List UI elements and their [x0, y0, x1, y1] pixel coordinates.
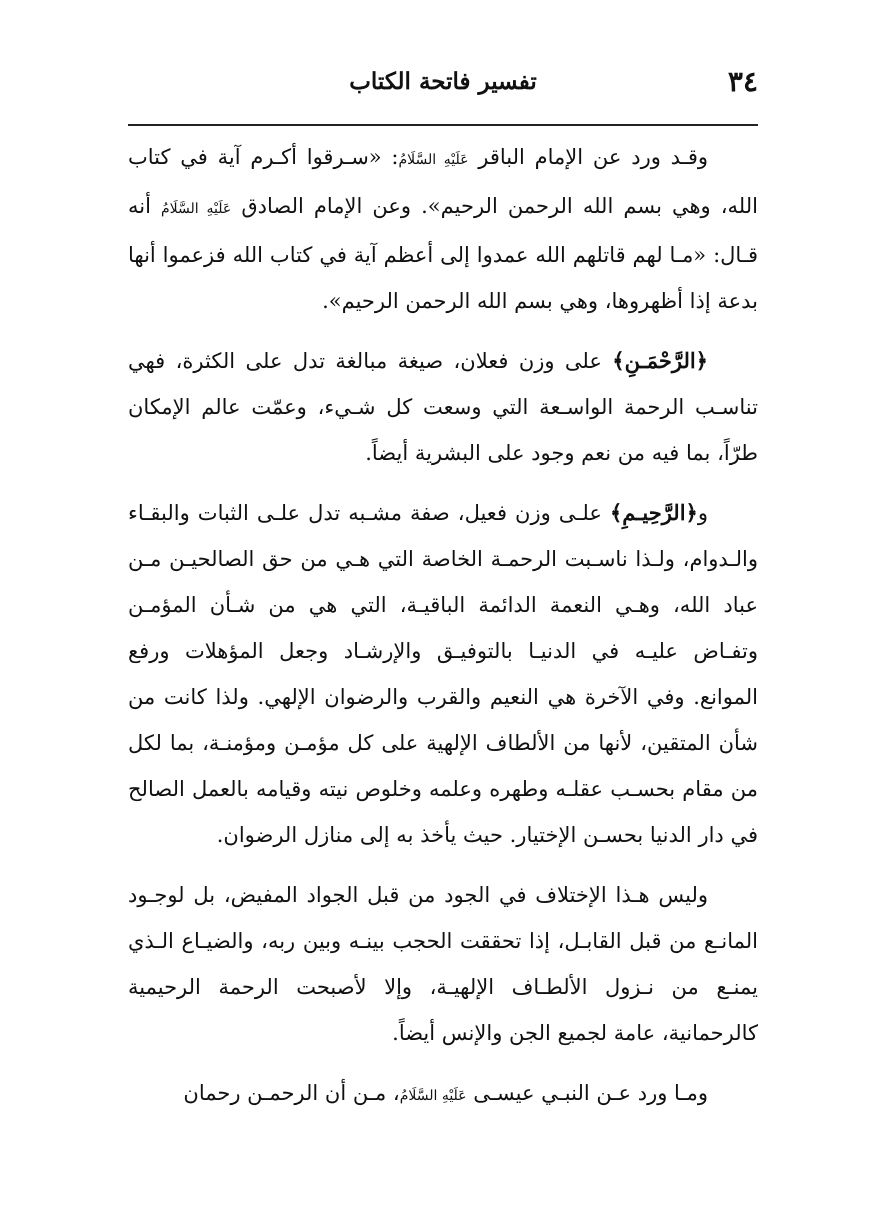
paragraph-text: على وزن فعلان، صيغة مبالغة تدل على الكثرة، فهي تناسـب الرحمة الواسـعة التي وسعت كل شـيء، وعمّت عالم الإمكان طرّاً، بما فيه من نعم وجود على البشرية أيضاً.	[128, 349, 758, 465]
body-paragraph	[128, 872, 758, 1056]
honorific-phrase: عَلَيْهِ السَّلَامُ	[161, 201, 232, 217]
quran-term: ﴿الرَّحِيـمِ﴾	[609, 500, 698, 525]
body-paragraph	[128, 338, 758, 476]
paragraph-text: ، مـن أن الرحمـن رحمان	[183, 1081, 400, 1105]
header-rule	[128, 124, 758, 126]
paragraph-text: أنه قـال: «مـا لهم قاتلهم الله عمدوا إلى أعظم آية في كتاب الله فزعموا أنها بدعة إذا أظهروها، وهي بسم الله الرحمن الرحيم».	[128, 194, 758, 313]
body-paragraph	[128, 134, 758, 324]
honorific-phrase: عَلَيْهِ السَّلَامُ	[399, 1088, 467, 1104]
quran-term: ﴿الرَّحْمَـنِ﴾	[612, 348, 708, 373]
body-paragraph	[128, 490, 758, 858]
paragraph-text: وقـد ورد عن الإمام الباقر	[468, 145, 708, 169]
paragraph-text: ومـا ورد عـن النبـي عيسـى	[466, 1081, 708, 1105]
running-title: تفسير فاتحة الكتاب	[349, 68, 537, 95]
paragraph-text: و	[697, 501, 708, 525]
body-text	[128, 134, 758, 1133]
honorific-phrase: عَلَيْهِ السَّلَامُ	[398, 152, 469, 168]
body-paragraph	[128, 1070, 758, 1119]
paragraph-text: : «سـرقوا أكـرم آية في كتاب الله، وهي بسم الله الرحمن الرحيم». وعن الإمام الصادق	[128, 145, 758, 218]
page-number: ٣٤	[727, 65, 758, 98]
paragraph-text: علـى وزن فعيل، صفة مشـبه تدل علـى الثبات والبقـاء والـدوام، ولـذا ناسـبت الرحمـة الخاصة التي هـي من حق الصالحيـن مـن عباد الله، وهـي النعمة الدائمة الباقيـة، التي هي من شـأن المؤمـن وتفـاض عليـه في الدنيـا بالتوفيـق والإرشـاد وجعل المؤهلات ورفع الموانع. وفي الآخرة هي النعيم والقرب والرضوان الإلهي. ولذا كانت من شأن المتقين، لأنها من الألطاف الإلهية على كل مؤمـن ومؤمنـة، بما لكل من مقام بحسـب عقلـه وطهره وعلمه وخلوص نيته وقيامه بالعمل الصالح في دار الدنيا بحسـن الإختيار. حيث يأخذ به إلى منازل الرضوان.	[128, 501, 758, 847]
page-header	[128, 62, 758, 106]
paragraph-text: وليس هـذا الإختلاف في الجود من قبل الجواد المفيض، بل لوجـود المانـع من قبل القابـل، إذا تحققت الحجب بينـه وبين ربه، والضيـاع الـذي يمنـع من نـزول الألطـاف الإلهيـة، وإلا لأصبحت الرحمة الرحيمية كالرحمانية، عامة لجميع الجن والإنس أيضاً.	[128, 883, 758, 1045]
